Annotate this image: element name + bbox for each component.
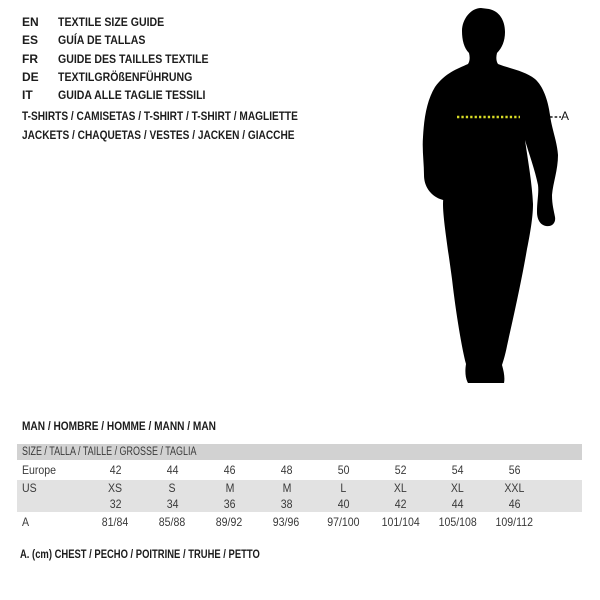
- size-cell: 42: [109, 463, 122, 477]
- size-table: [17, 444, 582, 531]
- size-cell: L: [340, 481, 347, 495]
- category-line-tshirts: T-SHIRTS / CAMISETAS / T-SHIRT / T-SHIRT / MAGLIETTE: [22, 111, 298, 123]
- table-row-us-numeric: [17, 496, 582, 512]
- size-cell: 32: [109, 497, 122, 511]
- size-cell: 42: [394, 497, 407, 511]
- size-cell: XL: [394, 481, 407, 495]
- category-block: [22, 108, 335, 145]
- category-line-jackets: JACKETS / CHAQUETAS / VESTES / JACKEN / GIACCHE: [22, 129, 295, 142]
- size-cell: 85/88: [159, 514, 186, 529]
- size-cell: 44: [166, 463, 179, 477]
- footnote: A. (cm) CHEST / PECHO / POITRINE / TRUHE / PETTO: [20, 549, 260, 561]
- size-cell: 34: [166, 497, 179, 511]
- language-row: [22, 68, 229, 86]
- row-label: A: [22, 514, 30, 529]
- language-code: FR: [22, 51, 38, 66]
- size-cell: 46: [223, 463, 236, 477]
- size-cell: 93/96: [273, 514, 300, 529]
- man-body-shape: [423, 8, 558, 383]
- size-cell: 52: [394, 463, 407, 477]
- size-cell: 38: [280, 497, 293, 511]
- size-cell: 56: [508, 463, 521, 477]
- man-silhouette: [412, 3, 562, 395]
- row-label: Europe: [22, 463, 57, 477]
- size-cell: XS: [108, 481, 123, 495]
- size-table-header: SIZE / TALLA / TAILLE / GRÖSSE / TAGLIA: [17, 444, 582, 460]
- row-label: [17, 497, 87, 511]
- size-cell: 89/92: [216, 514, 243, 529]
- size-cell: 101/104: [381, 514, 420, 529]
- language-legend: [22, 13, 229, 104]
- size-cell: 44: [451, 497, 464, 511]
- table-row-us: [17, 480, 582, 496]
- language-code: DE: [22, 69, 39, 84]
- size-cell: S: [168, 481, 177, 495]
- size-cell: XL: [451, 481, 464, 495]
- language-label: GUÍA DE TALLAS: [58, 33, 146, 48]
- size-cell: 46: [508, 497, 521, 511]
- size-cell: 105/108: [438, 514, 477, 529]
- size-cell: 50: [337, 463, 350, 477]
- language-label: TEXTILE SIZE GUIDE: [58, 15, 165, 29]
- language-code: EN: [22, 15, 39, 29]
- size-cell: M: [282, 481, 291, 495]
- size-cell: XXL: [504, 481, 525, 495]
- section-title: MAN / HOMBRE / HOMME / MANN / MAN: [22, 421, 216, 433]
- measure-label-a: A: [561, 109, 570, 123]
- language-row: [22, 31, 229, 49]
- size-cell: 54: [451, 463, 464, 477]
- language-label: TEXTILGRÖßENFÜHRUNG: [58, 69, 193, 84]
- language-code: ES: [22, 33, 39, 48]
- size-cell: 40: [337, 497, 350, 511]
- size-cell: 36: [223, 497, 236, 511]
- language-row: [22, 86, 229, 104]
- row-label: US: [22, 481, 37, 495]
- language-row: [22, 50, 229, 68]
- size-cell: 97/100: [327, 514, 360, 529]
- language-label: GUIDE DES TAILLES TEXTILE: [58, 51, 209, 66]
- language-row: [22, 13, 229, 31]
- table-row-chest: [17, 512, 582, 531]
- size-cell: 81/84: [102, 514, 129, 529]
- size-cell: 48: [280, 463, 293, 477]
- table-row-europe: [17, 460, 582, 480]
- language-label: GUIDA ALLE TAGLIE TESSILI: [58, 88, 206, 103]
- size-cell: 109/112: [495, 514, 534, 529]
- language-code: IT: [22, 88, 33, 103]
- size-cell: M: [225, 481, 234, 495]
